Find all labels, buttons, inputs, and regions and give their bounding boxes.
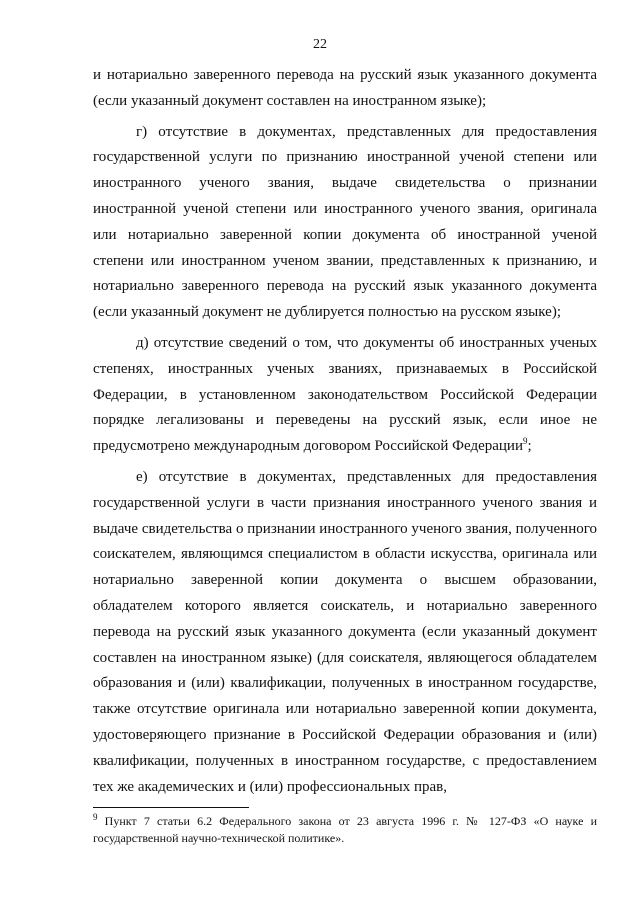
paragraph-item-g: г) отсутствие в документах, представленных для предоставления государственной услуги по признанию иностранной ученой степени или иностранного ученого звания, выдаче свидетельства о признании иностранной ученой степени или иностранного ученого звания, оригинала или нотариально заверенной копии документа об иностранной ученой степени или иностранном ученом звании, представленных к признанию, и нотариально заверенного перевода на русский язык указанного документа (если указанный документ не дублируется полностью на русском языке);	[93, 123, 597, 321]
page-number: 22	[313, 37, 327, 52]
paragraph-item-d	[93, 331, 597, 460]
paragraph-item-d-end: ;	[527, 438, 532, 455]
footnote-text: Пункт 7 статьи 6.2 Федерального закона от 23 августа 1996 г. № 127-ФЗ «О науке и государственной научно-технической политике».	[93, 814, 597, 845]
paragraph-item-e: е) отсутствие в документах, представленных для предоставления государственной услуги в части признания иностранного ученого звания и выдаче свидетельства о признании иностранного ученого звания, полученного соискателем, являющимся специалистом в области искусства, оригинала или нотариально заверенной копии документа о высшем образовании, обладателем которого является соискатель, и нотариально заверенного перевода на русский язык указанного документа (если указанный документ составлен на иностранном языке) (для соискателя, являющегося обладателем образования и (или) квалификации, полученных в иностранном государстве, также отсутствие оригинала или нотариально заверенной копии документа, удостоверяющего признание в Российской Федерации образования и (или) квалификации, полученных в иностранном государстве, с предоставлением тех же академических и (или) профессиональных прав,	[93, 468, 597, 795]
footnote-marker: 9	[93, 812, 98, 822]
paragraph-item-d-text: д) отсутствие сведений о том, что документы об иностранных ученых степенях, иностранных ученых званиях, признаваемых в Российской Федерации, в установленном законодательством Российской Федерации порядке легализованы и переведены на русский язык, если иное не предусмотрено международным договором Российской Федерации	[93, 334, 597, 455]
paragraph-continuation: и нотариально заверенного перевода на русский язык указанного документа (если указанный документ составлен на иностранном языке);	[93, 67, 597, 109]
footnote-separator	[93, 807, 249, 808]
footnote-reference: 9	[522, 436, 528, 447]
document-body	[93, 63, 597, 805]
footnote	[93, 813, 597, 847]
